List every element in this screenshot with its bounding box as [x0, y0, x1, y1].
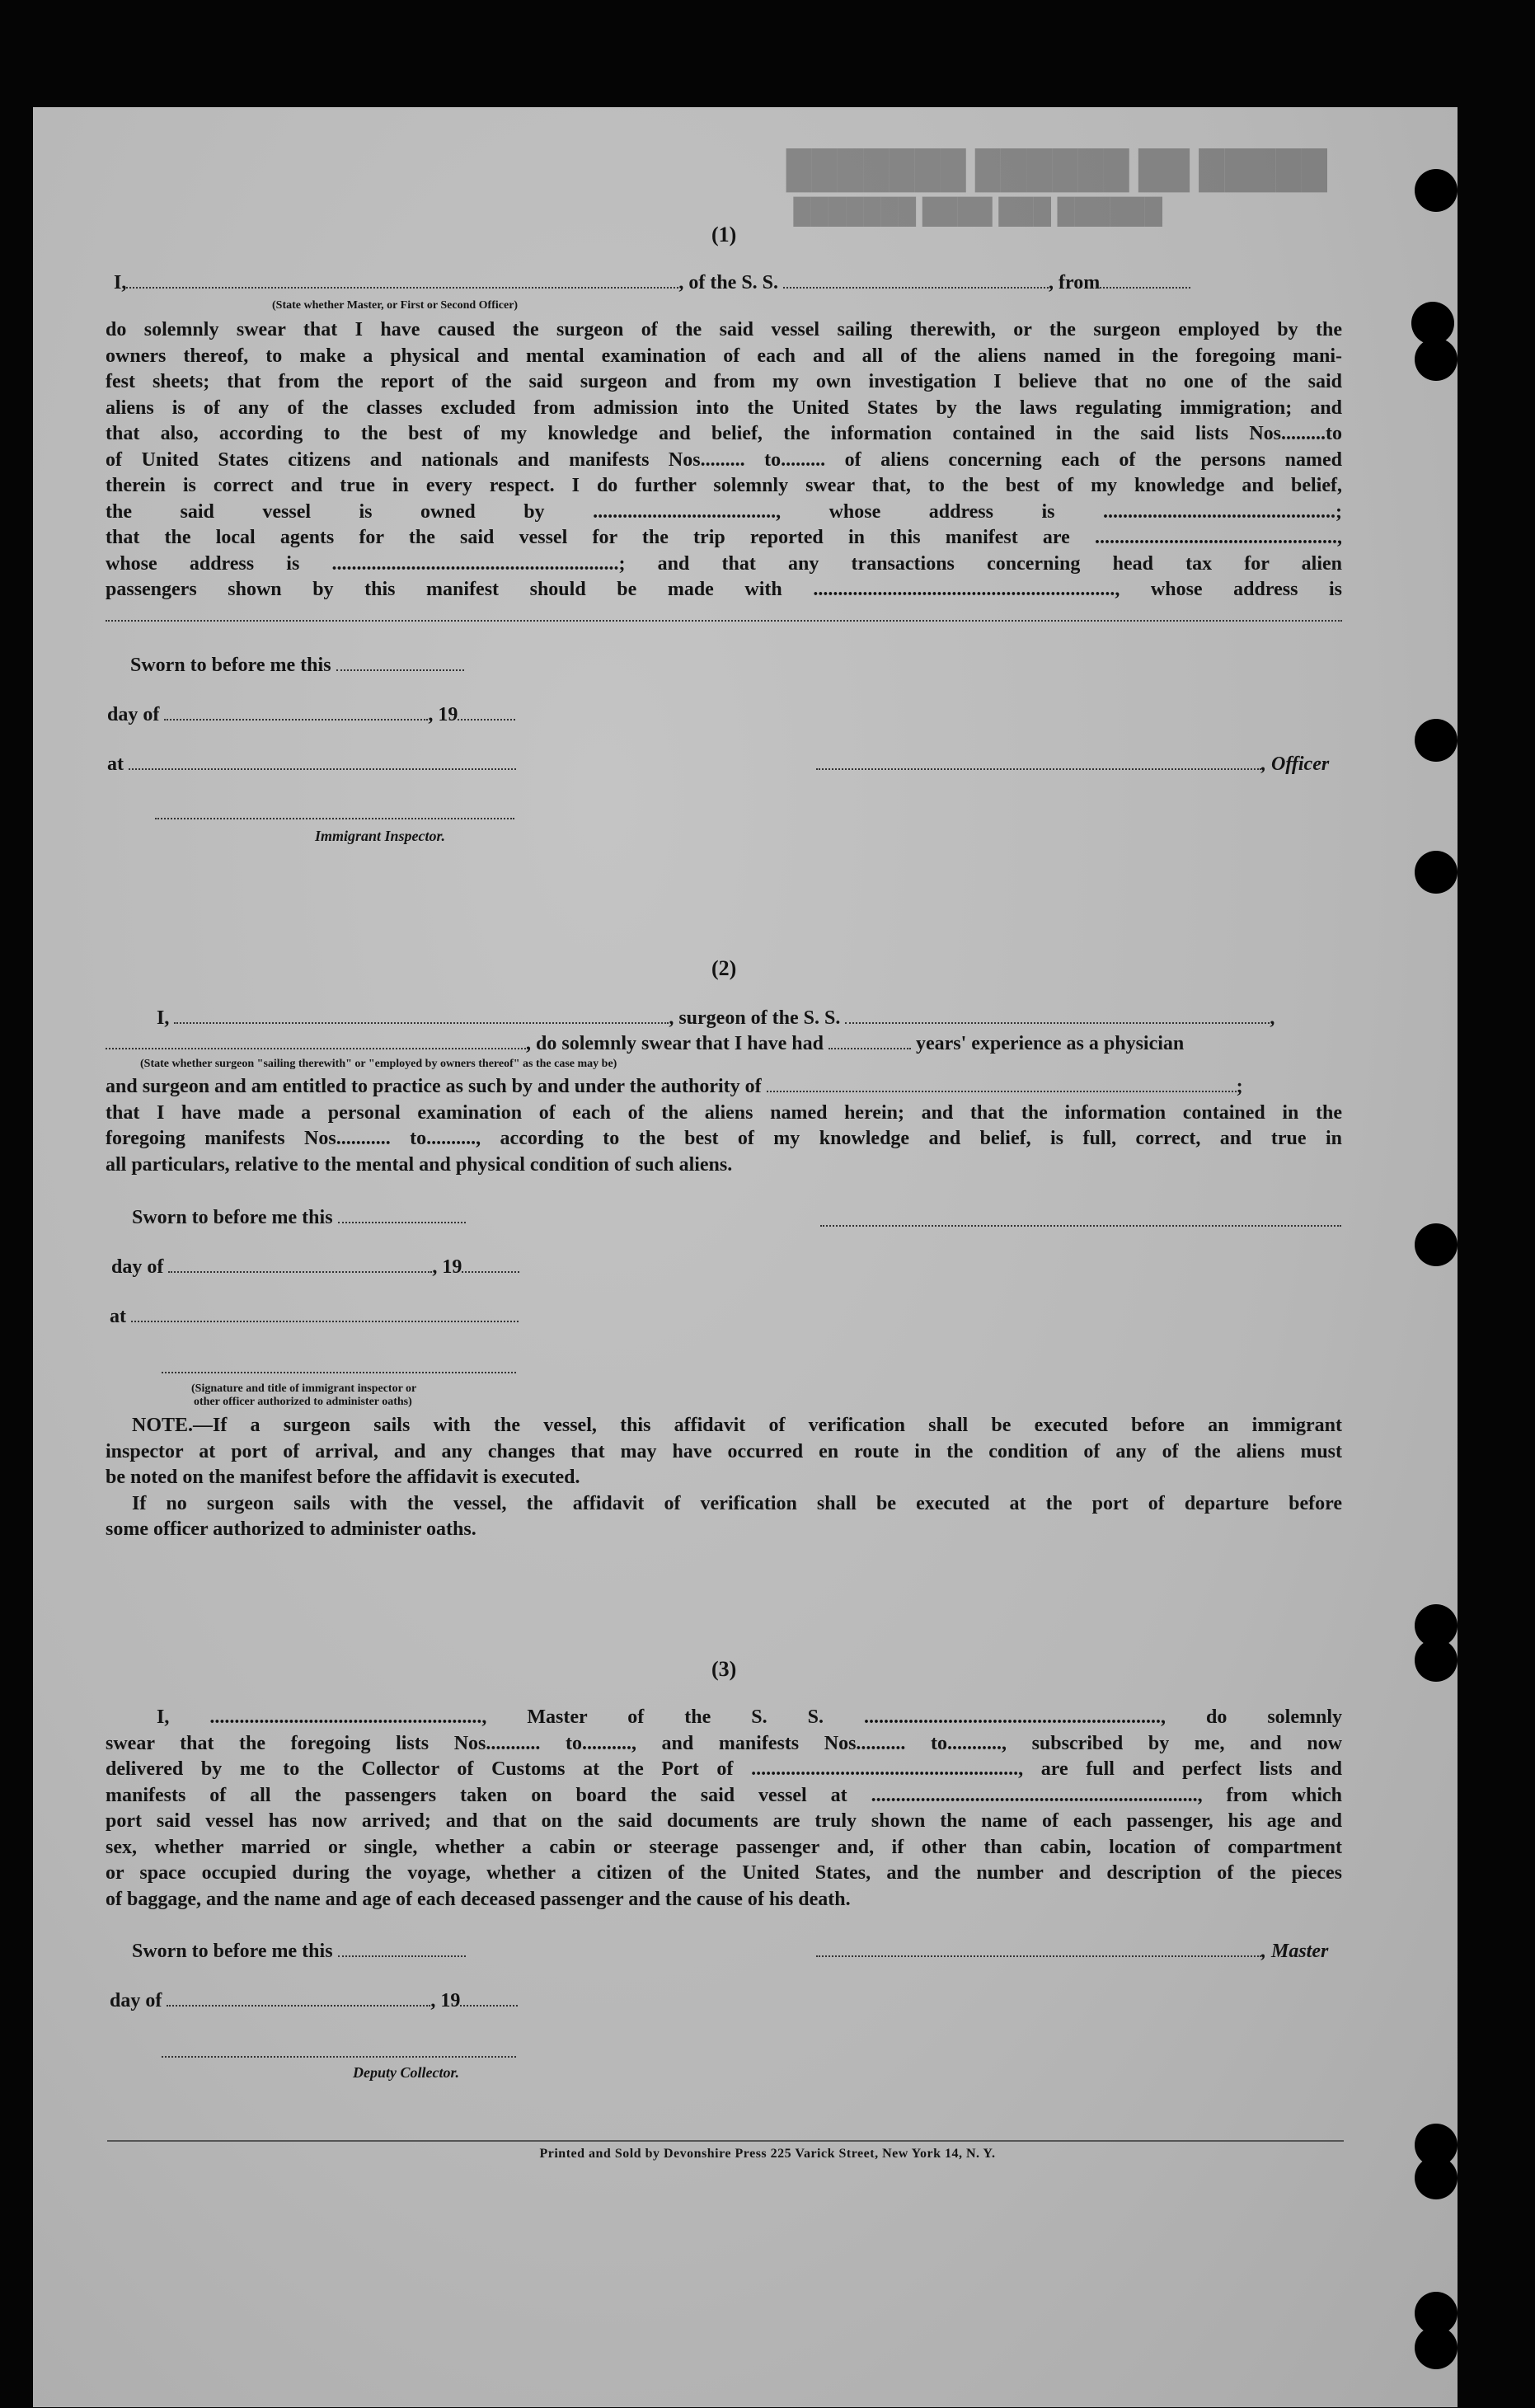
- section-3-number: (3): [711, 1657, 737, 1681]
- section-2-number: (2): [711, 956, 737, 980]
- section-2-line-1: I, , surgeon of the S. S. ,: [157, 1007, 1275, 1029]
- punch-hole: [1415, 169, 1458, 212]
- punch-hole: [1415, 1639, 1458, 1682]
- section-3-paragraph: I, ......................................................., Master of the S. S. ............................................................, do solemnly swear that the foregoing lists Nos........... to.........., and manifests Nos.......... to..........., subscribed by me, and now delivered by me to the Collector of Customs at the Port of ......................................................, are full and perfect lists and manifests of all the passengers taken on board the said vessel at .................................................................., from which port said vessel has now arrived; and that on the said documents are truly shown the name of each passenger, his age and sex, whether married or single, whether a cabin or steerage passenger and, if other than cabin, location of compartment or space occupied during the voyage, whether a citizen of the United States, and the number and description of the pieces of baggage, and the name and age of each deceased passenger and the cause of his death.: [106, 1706, 1342, 1910]
- section-2-note: NOTE.—If a surgeon sails with the vessel, this affidavit of verification shall be executed before an immigrant inspector at port of arrival, and any changes that may have occurred en route in the condition of any of the aliens must be noted on the manifest before the affidavit is executed. If no surgeon sails with the vessel, the affidavit of verification shall be executed at the port of departure before some officer authorized to administer oaths.: [106, 1415, 1342, 1540]
- section-1-oath-line: I, , of the S. S. , from: [114, 272, 1190, 294]
- section-2-at: at: [110, 1306, 519, 1328]
- section-1-paragraph: do solemnly swear that I have caused the surgeon of the said vessel sailing therewith, or the surgeon employed by the owners thereof, to make a physical and mental examination of each and all of the aliens named in the foregoing mani- fest sheets; that from the report of the said surgeon and from my own investigation I believe that no one of the said aliens is of any of the classes excluded from admission into the United States by the laws regulating immigration; and that also, according to the best of my knowledge and belief, the information contained in the said lists Nos.........to of United States citizens and nationals and manifests Nos......... to......... of aliens concerning each of the persons named therein is correct and true in every respect. I do further solemnly swear that, to the best of my knowledge and belief, the said vessel is owned by ....................................., whose address is ...............................................; that the local agents for the said vessel for the trip reported in this manifest are ................................................., whose address is ..........................................................; and that any transactions concerning head tax for alien passengers shown by this manifest should be made with ............................................................., whose address is: [106, 319, 1342, 600]
- section-3-collector-caption: Deputy Collector.: [353, 2064, 459, 2081]
- footer-rule: [107, 2140, 1344, 2142]
- punch-hole: [1415, 1223, 1458, 1266]
- section-1-inspector-line: [155, 818, 514, 819]
- section-2-small-note: (State whether surgeon "sailing therewith" or "employed by owners thereof" as the case may be): [140, 1058, 617, 1070]
- section-3-master: , Master: [816, 1941, 1328, 1963]
- section-1-officer: , Officer: [816, 753, 1329, 776]
- section-2-sworn: Sworn to before me this: [132, 1207, 466, 1229]
- punch-hole: [1415, 2157, 1458, 2199]
- section-1-day-of: day of , 19: [107, 704, 515, 726]
- section-1-inspector-caption: Immigrant Inspector.: [315, 828, 446, 844]
- section-1-blank-line: [106, 620, 1342, 622]
- punch-hole: [1415, 338, 1458, 381]
- section-2-sig-caption-line: [162, 1372, 516, 1373]
- section-3-collector-line: [162, 2056, 516, 2058]
- section-2-sig-caption-2: other officer authorized to administer oaths): [194, 1396, 412, 1408]
- section-2-paragraph: and surgeon and am entitled to practice as such by and under the authority of ; that I have made a personal examination of each of the aliens named herein; and that the information contained in the foregoing manifests Nos........... to.........., according to the best of my knowledge and belief, is full, correct, and true in all particulars, relative to the mental and physical condition of such aliens.: [106, 1076, 1342, 1176]
- section-1-at: at: [107, 753, 516, 776]
- printer-footer: Printed and Sold by Devonshire Press 225 Varick Street, New York 14, N. Y.: [539, 2147, 996, 2161]
- section-2-sig-caption-1: (Signature and title of immigrant inspector or: [191, 1382, 417, 1395]
- section-2-signature-line: [820, 1225, 1341, 1227]
- section-2-day-of: day of , 19: [111, 1256, 519, 1279]
- section-3-sworn: Sworn to before me this: [132, 1941, 466, 1963]
- bleed-through: █████ ██ ██████ ███████ ██████ ███ ████ ███████: [786, 149, 1327, 225]
- section-1-number: (1): [711, 223, 737, 246]
- punch-hole: [1415, 2326, 1458, 2369]
- section-2-line-2: , do solemnly swear that I have had years' experience as a physician: [106, 1033, 1184, 1055]
- section-1-small-note: (State whether Master, or First or Second Officer): [272, 299, 519, 312]
- section-3-day-of: day of , 19: [110, 1990, 518, 2012]
- punch-hole: [1415, 851, 1458, 894]
- punch-hole: [1415, 719, 1458, 762]
- section-1-sworn: Sworn to before me this: [130, 655, 464, 677]
